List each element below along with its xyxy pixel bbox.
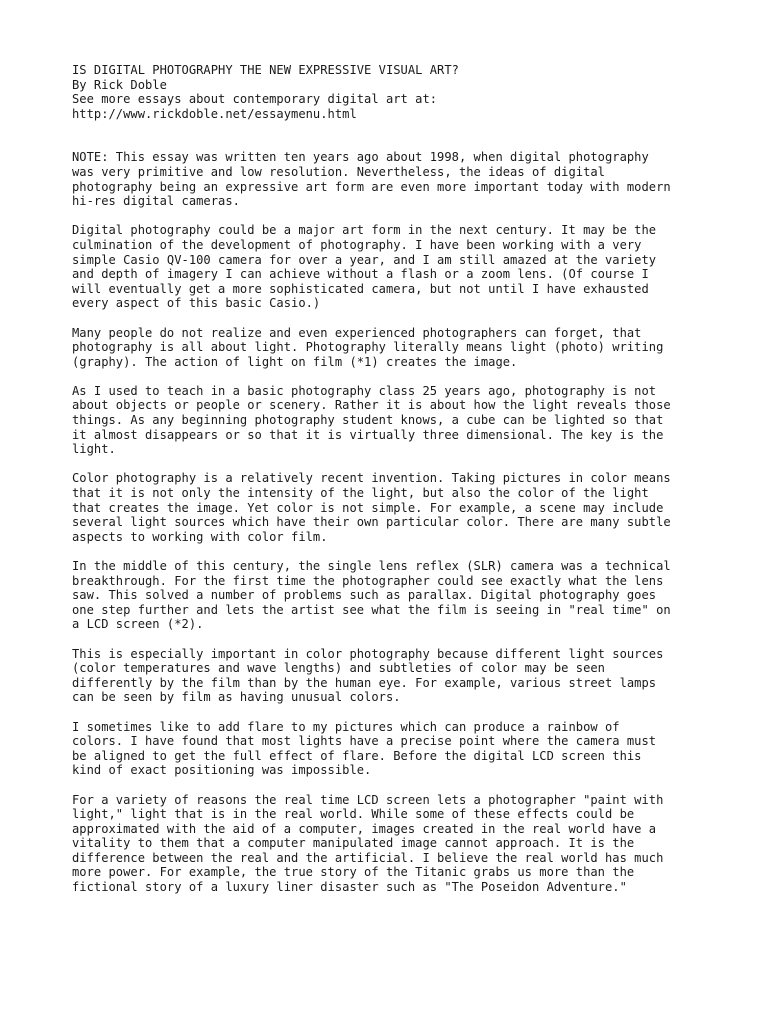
paragraph-line: Digital photography could be a major art form in the next century. It may be the (72, 223, 657, 238)
essay-text (72, 63, 712, 909)
paragraph-line: approximated with the aid of a computer, images created in the real world have a (72, 821, 657, 836)
paragraph-line: photography being an expressive art form are even more important today with modern (72, 179, 671, 194)
paragraph-line: Color photography is a relatively recent invention. Taking pictures in color means (72, 471, 671, 486)
paragraph-line: kind of exact positioning was impossible. (72, 763, 372, 778)
paragraph (72, 720, 712, 778)
paragraph-line: vitality to them that a computer manipulated image cannot approach. It is the (72, 836, 635, 851)
paragraph-line: one step further and lets the artist see what the film is seeing in "real time" on (72, 602, 671, 617)
paragraph-line: differently by the film than by the human eye. For example, various street lamps (72, 675, 657, 690)
paragraph-line: that it is not only the intensity of the light, but also the color of the light (72, 486, 649, 501)
paragraph (72, 326, 712, 370)
spacer (72, 121, 712, 150)
essay-menu-link[interactable]: http://www.rickdoble.net/essaymenu.html (72, 106, 357, 121)
essay-title: IS DIGITAL PHOTOGRAPHY THE NEW EXPRESSIVE VISUAL ART? (72, 63, 459, 77)
paragraph-line: (graphy). The action of light on film (*1) creates the image. (72, 354, 518, 369)
paragraph-line: This is especially important in color photography because different light sources (72, 646, 664, 661)
more-essays-text: See more essays about contemporary digital art at: (72, 92, 438, 107)
paragraph (72, 559, 712, 632)
paragraph-line: saw. This solved a number of problems such as parallax. Digital photography goes (72, 588, 657, 603)
paragraph-line: a LCD screen (*2). (72, 617, 204, 632)
paragraph-line: Many people do not realize and even experienced photographers can forget, that (72, 325, 642, 340)
paragraph-line: be aligned to get the full effect of flare. Before the digital LCD screen this (72, 748, 642, 763)
paragraph-line: about objects or people or scenery. Rather it is about how the light reveals those (72, 398, 671, 413)
paragraph (72, 647, 712, 705)
paragraph-line: culmination of the development of photography. I have been working with a very (72, 237, 642, 252)
paragraph-line: every aspect of this basic Casio.) (72, 296, 321, 311)
paragraph (72, 150, 712, 208)
paragraph (72, 471, 712, 544)
paragraph-line: things. As any beginning photography student knows, a cube can be lighted so that (72, 413, 664, 428)
paragraph-line: colors. I have found that most lights have a precise point where the camera must (72, 734, 657, 749)
paragraph-line: will eventually get a more sophisticated camera, but not until I have exhausted (72, 281, 649, 296)
paragraph-line: NOTE: This essay was written ten years ago about 1998, when digital photography (72, 150, 649, 165)
paragraph-line: As I used to teach in a basic photography class 25 years ago, photography is not (72, 383, 657, 398)
paragraph-line: fictional story of a luxury liner disaster such as "The Poseidon Adventure." (72, 880, 627, 895)
paragraph (72, 384, 712, 457)
essay-header (72, 63, 712, 121)
paragraph-line: was very primitive and low resolution. Nevertheless, the ideas of digital (72, 164, 605, 179)
paragraph-line: hi-res digital cameras. (72, 194, 240, 209)
paragraph-line: that creates the image. Yet color is not simple. For example, a scene may include (72, 500, 664, 515)
paragraph-line: light. (72, 442, 116, 457)
paragraph-line: (color temperatures and wave lengths) and subtleties of color may be seen (72, 661, 605, 676)
paragraph-line: simple Casio QV-100 camera for over a year, and I am still amazed at the variety (72, 252, 657, 267)
paragraph-line: breakthrough. For the first time the photographer could see exactly what the lens (72, 573, 664, 588)
paragraph-line: In the middle of this century, the single lens reflex (SLR) camera was a technical (72, 559, 671, 573)
paragraph (72, 793, 712, 895)
paragraph-line: aspects to working with color film. (72, 529, 328, 544)
essay-body (72, 150, 712, 894)
paragraph-line: I sometimes like to add flare to my pictures which can produce a rainbow of (72, 719, 620, 734)
paragraph (72, 223, 712, 311)
paragraph-line: it almost disappears or so that it is virtually three dimensional. The key is the (72, 427, 664, 442)
paragraph-line: light," light that is in the real world. While some of these effects could be (72, 807, 635, 822)
byline: By Rick Doble (72, 77, 167, 92)
paragraph-line: more power. For example, the true story of the Titanic grabs us more than the (72, 865, 635, 880)
paragraph-line: several light sources which have their own particular color. There are many subtle (72, 515, 671, 530)
paragraph-line: photography is all about light. Photography literally means light (photo) writing (72, 340, 664, 355)
paragraph-line: For a variety of reasons the real time LCD screen lets a photographer "paint with (72, 792, 664, 807)
paragraph-line: and depth of imagery I can achieve without a flash or a zoom lens. (Of course I (72, 267, 649, 282)
paragraph-line: can be seen by film as having unusual colors. (72, 690, 401, 705)
paragraph-line: difference between the real and the artificial. I believe the real world has much (72, 850, 664, 865)
